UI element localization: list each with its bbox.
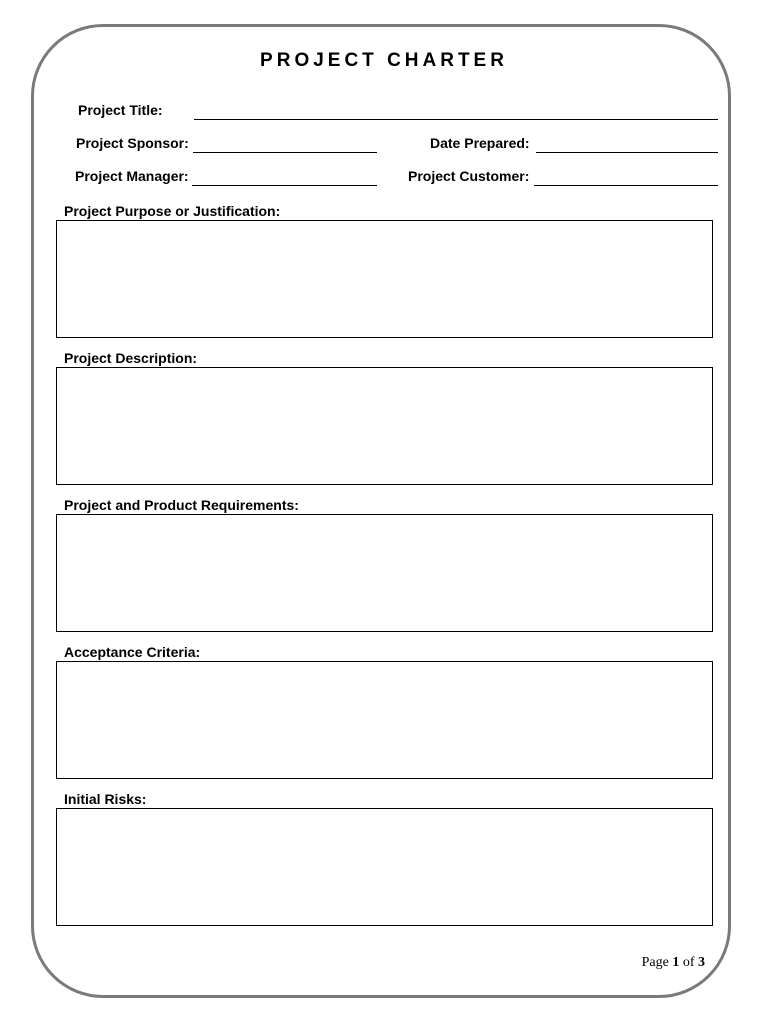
description-textbox[interactable] (56, 367, 713, 485)
acceptance-criteria-label: Acceptance Criteria: (64, 644, 201, 660)
project-manager-field[interactable] (192, 185, 377, 186)
purpose-textbox[interactable] (56, 220, 713, 338)
total-pages: 3 (698, 955, 705, 970)
page-title: PROJECT CHARTER (260, 50, 508, 71)
project-title-field[interactable] (194, 119, 718, 120)
acceptance-criteria-textbox[interactable] (56, 661, 713, 779)
page-number (642, 955, 705, 971)
requirements-label: Project and Product Requirements: (64, 497, 299, 513)
project-customer-field[interactable] (534, 185, 718, 186)
description-label: Project Description: (64, 350, 198, 366)
project-customer-label: Project Customer: (408, 168, 530, 184)
project-sponsor-field[interactable] (193, 152, 377, 153)
project-manager-label: Project Manager: (75, 168, 189, 184)
requirements-textbox[interactable] (56, 514, 713, 632)
of-word: of (682, 955, 695, 970)
current-page: 1 (672, 955, 680, 970)
page-word: Page (641, 955, 669, 970)
date-prepared-label: Date Prepared: (430, 135, 530, 151)
project-sponsor-label: Project Sponsor: (76, 135, 189, 151)
date-prepared-field[interactable] (536, 152, 718, 153)
initial-risks-label: Initial Risks: (64, 791, 147, 807)
initial-risks-textbox[interactable] (56, 808, 713, 926)
purpose-label: Project Purpose or Justification: (64, 203, 281, 219)
project-title-label: Project Title: (78, 102, 163, 118)
